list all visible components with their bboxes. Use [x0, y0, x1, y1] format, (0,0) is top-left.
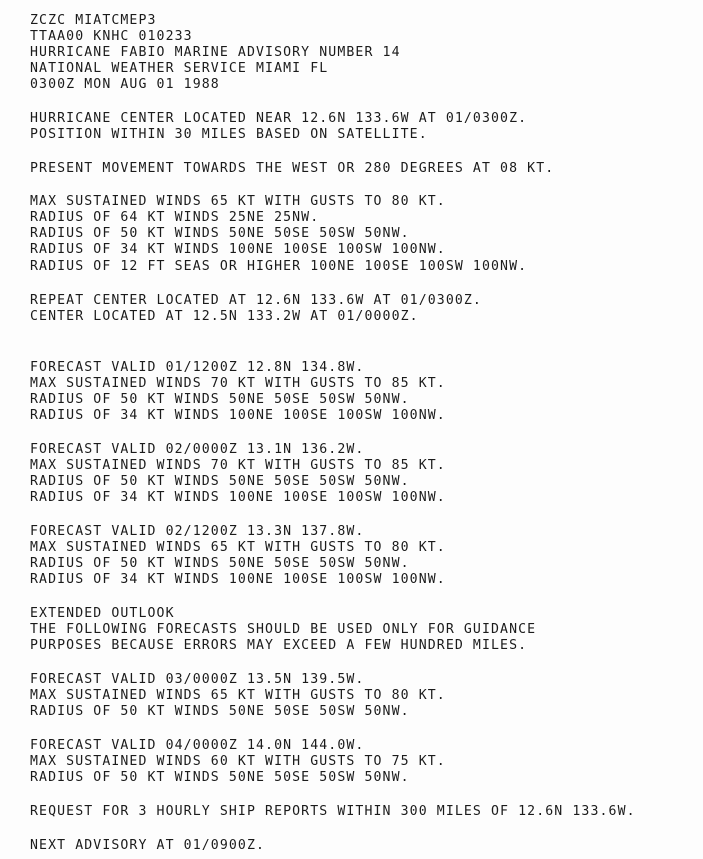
forecast-line: FORECAST VALID 04/0000Z 14.0N 144.0W. — [30, 738, 365, 753]
advisory-title: HURRICANE FABIO MARINE ADVISORY NUMBER 14 — [30, 45, 401, 60]
extended-outlook-line: PURPOSES BECAUSE ERRORS MAY EXCEED A FEW HUNDRED MILES. — [30, 638, 528, 653]
forecast-line: FORECAST VALID 02/0000Z 13.1N 136.2W. — [30, 442, 365, 457]
forecast-line: RADIUS OF 34 KT WINDS 100NE 100SE 100SW 100NW. — [30, 490, 446, 505]
forecast-line: RADIUS OF 50 KT WINDS 50NE 50SE 50SW 50NW. — [30, 704, 410, 719]
forecast-line: MAX SUSTAINED WINDS 70 KT WITH GUSTS TO 85 KT. — [30, 458, 446, 473]
forecast-line: RADIUS OF 34 KT WINDS 100NE 100SE 100SW 100NW. — [30, 572, 446, 587]
winds-line: RADIUS OF 50 KT WINDS 50NE 50SE 50SW 50NW. — [30, 226, 410, 241]
advisory-datetime: 0300Z MON AUG 01 1988 — [30, 77, 220, 92]
winds-line: RADIUS OF 64 KT WINDS 25NE 25NW. — [30, 210, 320, 225]
winds-line: RADIUS OF 34 KT WINDS 100NE 100SE 100SW 100NW. — [30, 242, 446, 257]
repeat-center-line: REPEAT CENTER LOCATED AT 12.6N 133.6W AT 01/0300Z. — [30, 293, 482, 308]
extended-outlook-line: THE FOLLOWING FORECASTS SHOULD BE USED ONLY FOR GUIDANCE — [30, 622, 537, 637]
movement-line: PRESENT MOVEMENT TOWARDS THE WEST OR 280 DEGREES AT 08 KT. — [30, 161, 555, 176]
forecast-line: RADIUS OF 50 KT WINDS 50NE 50SE 50SW 50NW. — [30, 392, 410, 407]
header-line: TTAA00 KNHC 010233 — [30, 29, 193, 44]
winds-line: RADIUS OF 12 FT SEAS OR HIGHER 100NE 100SE 100SW 100NW. — [30, 259, 528, 274]
forecast-line: RADIUS OF 50 KT WINDS 50NE 50SE 50SW 50NW. — [30, 474, 410, 489]
header-line: ZCZC MIATCMEP3 — [30, 13, 157, 28]
forecast-line: RADIUS OF 34 KT WINDS 100NE 100SE 100SW 100NW. — [30, 408, 446, 423]
center-position-line: HURRICANE CENTER LOCATED NEAR 12.6N 133.6W AT 01/0300Z. — [30, 111, 528, 126]
forecast-line: RADIUS OF 50 KT WINDS 50NE 50SE 50SW 50NW. — [30, 770, 410, 785]
forecast-line: MAX SUSTAINED WINDS 70 KT WITH GUSTS TO 85 KT. — [30, 376, 446, 391]
ship-report-request: REQUEST FOR 3 HOURLY SHIP REPORTS WITHIN 300 MILES OF 12.6N 133.6W. — [30, 804, 636, 819]
forecast-line: MAX SUSTAINED WINDS 65 KT WITH GUSTS TO 80 KT. — [30, 688, 446, 703]
forecast-line: MAX SUSTAINED WINDS 60 KT WITH GUSTS TO 75 KT. — [30, 754, 446, 769]
forecast-line: FORECAST VALID 02/1200Z 13.3N 137.8W. — [30, 524, 365, 539]
winds-line: MAX SUSTAINED WINDS 65 KT WITH GUSTS TO 80 KT. — [30, 194, 446, 209]
header-line: NATIONAL WEATHER SERVICE MIAMI FL — [30, 61, 329, 76]
forecast-line: FORECAST VALID 01/1200Z 12.8N 134.8W. — [30, 360, 365, 375]
next-advisory-line: NEXT ADVISORY AT 01/0900Z. — [30, 838, 266, 853]
forecast-line: FORECAST VALID 03/0000Z 13.5N 139.5W. — [30, 672, 365, 687]
forecast-line: MAX SUSTAINED WINDS 65 KT WITH GUSTS TO 80 KT. — [30, 540, 446, 555]
extended-outlook-heading: EXTENDED OUTLOOK — [30, 606, 175, 621]
forecast-line: RADIUS OF 50 KT WINDS 50NE 50SE 50SW 50NW. — [30, 556, 410, 571]
center-position-line: POSITION WITHIN 30 MILES BASED ON SATELLITE. — [30, 127, 428, 142]
repeat-center-line: CENTER LOCATED AT 12.5N 133.2W AT 01/0000Z. — [30, 309, 419, 324]
